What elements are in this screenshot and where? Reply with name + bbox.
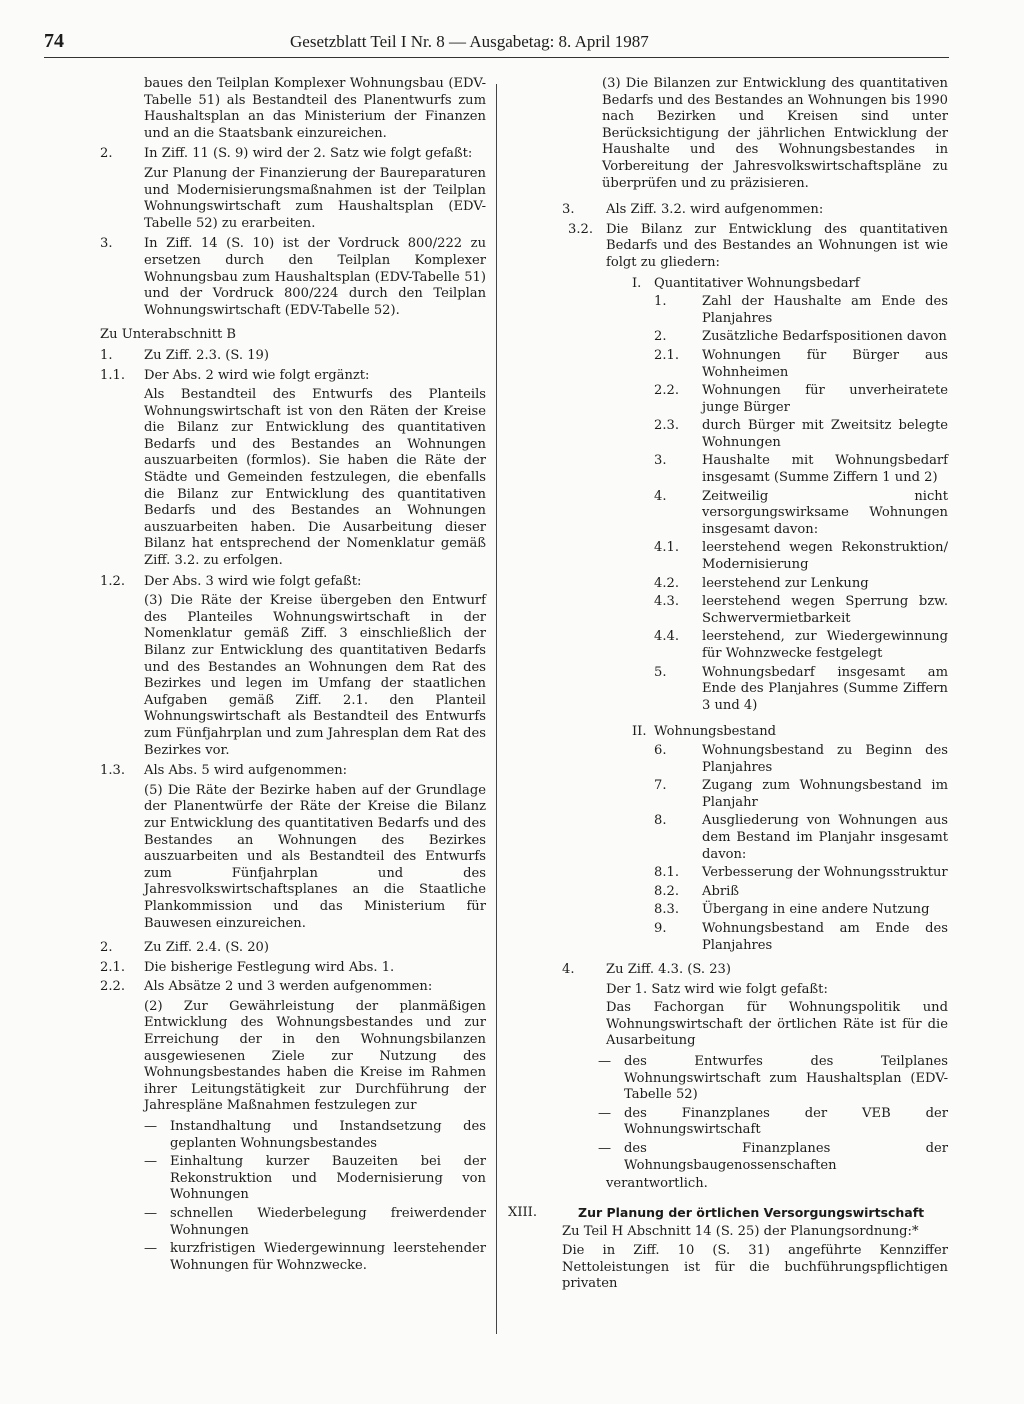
dash-mark: — [598, 1141, 612, 1157]
list-text: Zeitweilig nicht versorgungswirksame Wohnungen insgesamt davon: [702, 488, 948, 537]
dash-mark: — [144, 1154, 158, 1170]
page-header-title: Gesetzblatt Teil I Nr. 8 — Ausgabetag: 8. April 1987 [290, 32, 649, 51]
section-number: XIII. [508, 1204, 538, 1220]
list-text: Zahl der Haushalte am Ende des Planjahres [702, 294, 948, 326]
header-rule [44, 57, 949, 58]
section-title: Quantitativer Wohnungsbedarf [654, 275, 860, 291]
section-XIII [508, 1205, 948, 1222]
list-number: 2.3. [654, 418, 679, 434]
intro-paragraph: baues den Teilplan Komplexer Wohnungsbau (EDV-Tabelle 51) als Bestandteil des Planentwurfs zum Haushaltsplan an das Ministerium der Finanzen und an die Staatsbank einzureichen. [144, 76, 486, 141]
list-text: Verbesserung der Wohnungsstruktur [702, 865, 948, 881]
list-number: 4.2. [654, 575, 679, 591]
list-item [654, 489, 948, 539]
item-3-2 [568, 222, 948, 272]
item-text: Als Ziff. 3.2. wird aufgenommen: [606, 202, 824, 218]
item-3 [100, 236, 486, 319]
list-number: 3. [654, 453, 667, 469]
item-b1-3-body: (5) Die Räte der Bezirke haben auf der Grundlage der Planentwürfe der Räte der Kreise die Bilanz zur Entwicklung des quantitativen Bedarfs und des Bestandes an Wohnungen des Bezirkes auszuarbeiten und als Bestandteil des Entwurfs zum Fünfjahrplan und des Jahresvolkswirtschaftsplanes an die Staatliche Plankommission und das Ministerium für Bauwesen einzureichen. [144, 782, 486, 931]
item-text: Zu Ziff. 2.4. (S. 20) [144, 940, 269, 956]
dash-mark: — [598, 1054, 612, 1070]
item-text: Der Abs. 3 wird wie folgt gefaßt: [144, 573, 362, 589]
list-item [654, 540, 948, 573]
list-number: 8. [654, 813, 667, 829]
item-4-body: Das Fachorgan für Wohnungspolitik und Wohnungswirtschaft der örtlichen Räte ist für die Ausarbeitung [606, 1000, 948, 1049]
list-item [654, 418, 948, 451]
item-text: Die Bilanz zur Entwicklung des quantitativen Bedarfs und des Bestandes an Wohnungen ist wie folgt zu gliedern: [606, 221, 948, 270]
list-item [654, 348, 948, 381]
item-b1-2 [100, 574, 486, 591]
dash-item [144, 1241, 486, 1274]
list-item [654, 778, 948, 811]
item-2-body: Zur Planung der Finanzierung der Baureparaturen und Modernisierungsmaßnahmen ist der Teilplan Wohnungswirtschaft zum Haushaltsplan (EDV-Tabelle 52) zu erarbeiten. [144, 165, 486, 231]
item-number: 1.3. [100, 763, 125, 779]
item-text: Zu Ziff. 4.3. (S. 23) [606, 962, 731, 978]
list-text: Übergang in eine andere Nutzung [702, 902, 930, 918]
section-XIII-body: Die in Ziff. 10 (S. 31) angeführte Kennziffer Nettoleistungen ist für die buchführungspflichtigen privaten [562, 1243, 948, 1292]
item-4-end: verantwortlich. [606, 1176, 708, 1192]
dash-text: kurzfristigen Wiedergewinnung leerstehender Wohnungen für Wohnzwecke. [170, 1241, 486, 1273]
dash-mark: — [144, 1241, 158, 1257]
list-text: Wohnungsbedarf insgesamt am Ende des Planjahres (Summe Ziffern 3 und 4) [702, 664, 948, 713]
list-text: durch Bürger mit Zweitsitz belegte Wohnungen [702, 418, 948, 450]
paragraph-3: (3) Die Bilanzen zur Entwicklung des quantitativen Bedarfs und des Bestandes an Wohnungen bis 1990 nach Bezirken und Kreisen sind unter Berücksichtigung der jährlichen Entwicklung der Haushalte und des Wohnungsbestandes in Vorbereitung der Jahresvolkswirtschaftspläne zu überprüfen und zu präzisieren. [602, 76, 948, 191]
item-b1-1 [100, 368, 486, 385]
section-number: I. [632, 275, 642, 291]
dash-mark: — [144, 1119, 158, 1135]
item-number: 2.2. [100, 979, 125, 995]
item-number: 1. [100, 347, 113, 363]
item-b1-1-body: Als Bestandteil des Entwurfs des Planteils Wohnungswirtschaft ist von den Räten der Kreise die Bilanz zur Entwicklung des quantitativen Bedarfs und des Bestandes an Wohnungen auszuarbeiten (formlos). Sie haben die Räte der Städte und Gemeinden festzulegen, die ebenfalls die Bilanz zur Entwicklung des quantitativen Bedarfs und des Bestandes an Wohnungen auszuarbeiten haben. Die Ausarbeitung dieser Bilanz hat entsprechend der Nomenklatur gemäß Ziff. 3.2. zu erfolgen. [144, 387, 486, 569]
item-number: 3.2. [568, 221, 593, 237]
column-divider [496, 84, 497, 1334]
item-text: In Ziff. 14 (S. 10) ist der Vordruck 800/222 zu ersetzen durch den Teilplan Komplexer Wohnungsbau zum Haushaltsplan (EDV-Tabelle 51) und der Vordruck 800/224 durch den Teilplan Wohnungswirtschaft (EDV-Tabelle 52). [144, 236, 486, 318]
item-number: 1.2. [100, 573, 125, 589]
item-3 [562, 202, 948, 219]
list-item [654, 329, 948, 346]
list-text: leerstehend, zur Wiedergewinnung für Wohnzwecke festgelegt [702, 629, 948, 661]
item-text: Der Abs. 2 wird wie folgt ergänzt: [144, 367, 370, 383]
list-item [654, 743, 948, 776]
item-text: Als Abs. 5 wird aufgenommen: [144, 763, 348, 779]
list-text: leerstehend wegen Sperrung bzw. Schwervermietbarkeit [702, 594, 948, 626]
list-number: 8.3. [654, 902, 679, 918]
list-number: 2. [654, 329, 667, 345]
list-text: leerstehend wegen Rekonstruktion/ Modernisierung [702, 540, 948, 573]
list-number: 4. [654, 488, 667, 504]
dash-text: des Entwurfes des Teilplanes Wohnungswirtschaft zum Haushaltsplan (EDV-Tabelle 52) [624, 1054, 948, 1103]
list-number: 2.2. [654, 383, 679, 399]
item-number: 2. [100, 146, 113, 162]
item-number: 2. [100, 940, 113, 956]
list-item [654, 576, 948, 593]
item-2 [100, 146, 486, 163]
list-number: 9. [654, 920, 667, 936]
list-text: Zugang zum Wohnungsbestand im Planjahr [702, 778, 948, 810]
list-item [654, 921, 948, 954]
list-number: 7. [654, 778, 667, 794]
list-item [654, 902, 948, 919]
section-II-heading [632, 724, 948, 741]
list-text: Wohnungsbestand am Ende des Planjahres [702, 920, 948, 953]
dash-text: Instandhaltung und Instandsetzung des geplanten Wohnungsbestandes [170, 1119, 486, 1151]
item-b2-2 [100, 979, 486, 996]
item-b2-1 [100, 960, 486, 977]
item-b1 [100, 348, 486, 365]
list-item [654, 865, 948, 882]
item-number: 3. [562, 202, 575, 218]
list-item [654, 383, 948, 416]
left-column [100, 76, 486, 1276]
list-text: Haushalte mit Wohnungsbedarf insgesamt (Summe Ziffern 1 und 2) [702, 453, 948, 486]
item-number: 4. [562, 962, 575, 978]
section-title: Wohnungsbestand [654, 724, 777, 740]
dash-item [598, 1106, 948, 1139]
item-text: In Ziff. 11 (S. 9) wird der 2. Satz wie folgt gefaßt: [144, 146, 473, 162]
list-number: 6. [654, 742, 667, 758]
list-number: 4.1. [654, 540, 679, 556]
dash-item [144, 1154, 486, 1204]
dash-text: Einhaltung kurzer Bauzeiten bei der Rekonstruktion und Modernisierung von Wohnungen [170, 1154, 486, 1203]
dash-mark: — [144, 1206, 158, 1221]
page-number: 74 [44, 30, 64, 52]
item-text: Als Absätze 2 und 3 werden aufgenommen: [144, 979, 433, 995]
list-number: 1. [654, 294, 667, 310]
dash-mark: — [598, 1105, 612, 1121]
item-4 [562, 962, 948, 979]
item-number: 2.1. [100, 959, 125, 975]
dash-item [598, 1141, 948, 1174]
item-4-lead: Der 1. Satz wird wie folgt gefaßt: [606, 981, 828, 997]
item-number: 1.1. [100, 367, 125, 383]
item-b2-2-body: (2) Zur Gewährleistung der planmäßigen Entwicklung des Wohnungsbestandes und zur Erreichung der in den Wohnungsbilanzen ausgewiesenen Ziele zur Nutzung des Wohnungsbestandes haben die Kreise im Rahmen ihrer Leitungstätigkeit zur Durchführung der Jahrespläne Maßnahmen festzulegen zur [144, 998, 486, 1114]
subsection-heading: Zu Unterabschnitt B [100, 327, 237, 343]
dash-item [144, 1119, 486, 1152]
list-text: Ausgliederung von Wohnungen aus dem Bestand im Planjahr insgesamt davon: [702, 813, 948, 862]
list-number: 8.1. [654, 865, 679, 881]
list-text: Wohnungen für unverheiratete junge Bürger [702, 383, 948, 415]
item-text: Die bisherige Festlegung wird Abs. 1. [144, 959, 395, 975]
list-item [654, 813, 948, 863]
list-item [654, 665, 948, 715]
dash-item [598, 1054, 948, 1104]
section-II [508, 724, 948, 954]
list-text: Wohnungsbestand zu Beginn des Planjahres [702, 742, 948, 775]
item-b1-3 [100, 763, 486, 780]
list-number: 8.2. [654, 883, 679, 899]
section-title: Zur Planung der örtlichen Versorgungswirtschaft [578, 1204, 925, 1220]
list-text: Abriß [702, 883, 740, 899]
dash-text: des Finanzplanes der VEB der Wohnungswirtschaft [624, 1105, 948, 1138]
section-XIII-lead: Zu Teil H Abschnitt 14 (S. 25) der Planungsordnung:* [562, 1224, 919, 1240]
item-number: 3. [100, 236, 113, 252]
dash-text: des Finanzplanes der Wohnungsbaugenossenschaften [624, 1141, 948, 1173]
list-text: leerstehend zur Lenkung [702, 575, 869, 591]
section-I [508, 276, 948, 715]
list-number: 4.4. [654, 629, 679, 645]
dash-item [144, 1206, 486, 1239]
list-item [654, 594, 948, 627]
list-number: 5. [654, 664, 667, 680]
dash-text: schnellen Wiederbelegung freiwerdender Wohnungen [170, 1206, 486, 1238]
list-number: 4.3. [654, 594, 679, 610]
section-I-heading [632, 276, 948, 293]
right-column [508, 76, 948, 1297]
list-number: 2.1. [654, 347, 679, 363]
item-text: Zu Ziff. 2.3. (S. 19) [144, 347, 269, 363]
list-item [654, 453, 948, 486]
list-text: Wohnungen für Bürger aus Wohnheimen [702, 347, 948, 380]
item-b1-2-body: (3) Die Räte der Kreise übergeben den Entwurf des Planteiles Wohnungswirtschaft in der Nomenklatur gemäß Ziff. 3 einschließlich der Bilanz zur Entwicklung des quantitativen Bedarfs und des Bestandes an Wohnungen dem Rat des Bezirkes und legen im Umfang der staatlichen Aufgaben gemäß Ziff. 2.1. den Planteil Wohnungswirtschaft als Bestandteil des Entwurfs zum Fünfjahrplan und zum Jahresplan dem Rat des Bezirkes vor. [144, 593, 486, 758]
list-item [654, 294, 948, 327]
list-item [654, 884, 948, 901]
list-item [654, 629, 948, 662]
section-number: II. [632, 724, 647, 740]
list-text: Zusätzliche Bedarfspositionen davon [702, 329, 947, 345]
item-b2 [100, 940, 486, 957]
